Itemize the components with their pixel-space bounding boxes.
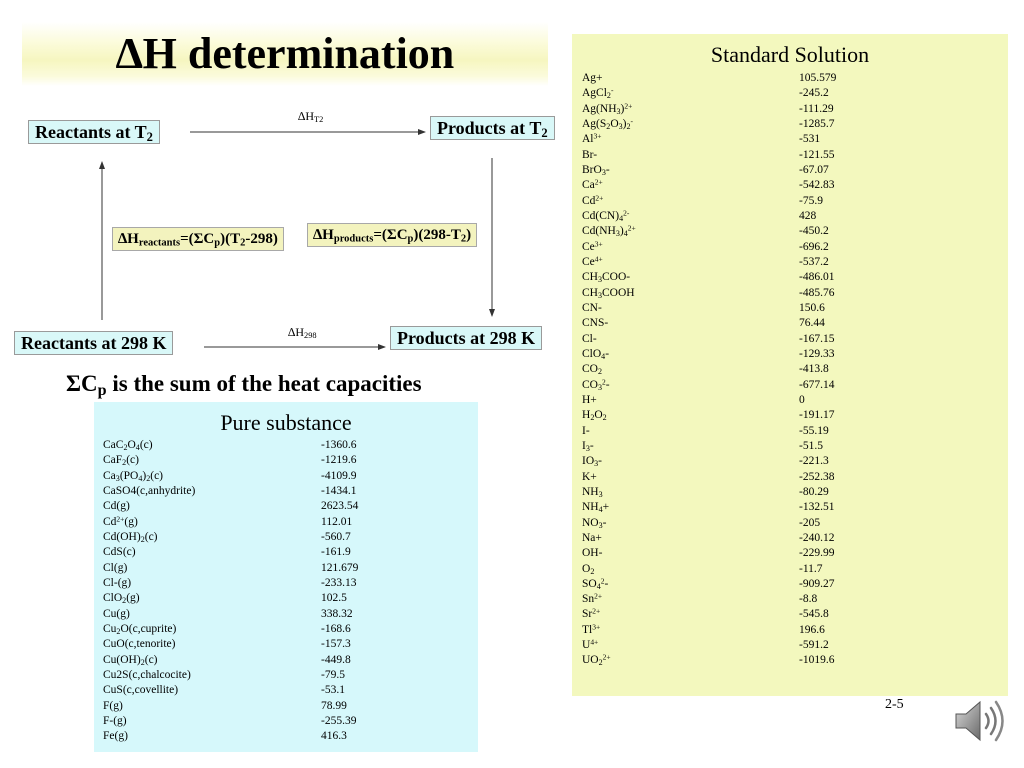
table-row <box>103 469 473 484</box>
substance-name: $I_3-$ <box>582 439 594 453</box>
table-row <box>103 607 473 622</box>
enthalpy-value: -191.17 <box>799 409 835 422</box>
enthalpy-value: 150.6 <box>799 301 825 314</box>
reactants-t2-label: Reactants at T <box>35 122 147 142</box>
table-row <box>582 623 1002 638</box>
enthalpy-value: -80.29 <box>799 485 829 498</box>
enthalpy-value: 78.99 <box>321 699 347 712</box>
table-row <box>582 577 1002 592</box>
pure-substance-panel <box>94 402 478 752</box>
table-row <box>103 545 473 560</box>
substance-name: CNS- <box>582 317 609 330</box>
substance-name: CuO(c,tenorite) <box>103 638 176 651</box>
substance-name: Cu(g) <box>103 607 130 620</box>
enthalpy-value: -129.33 <box>799 347 835 360</box>
substance-name: $CH_3COOH$ <box>582 286 635 300</box>
enthalpy-value: -537.2 <box>799 255 829 268</box>
enthalpy-value: -168.6 <box>321 622 351 635</box>
speaker-icon[interactable] <box>952 694 1010 748</box>
pure-substance-table <box>103 438 473 745</box>
dh-298-label: $\Delta H_{298}$ <box>288 325 317 341</box>
substance-name: CaF$_2$(c) <box>103 454 139 468</box>
enthalpy-value: -111.29 <box>799 102 834 115</box>
substance-name: $Cd^{2+}(g)$ <box>103 514 138 528</box>
substance-name: $Tl^{3+}$ <box>582 622 601 636</box>
products-t2-label: Products at T <box>437 118 542 138</box>
table-row <box>582 531 1002 546</box>
substance-name: $Cu(OH)_2(c)$ <box>103 653 158 667</box>
enthalpy-value: 2623.54 <box>321 500 359 513</box>
table-row <box>582 424 1002 439</box>
enthalpy-value: -1285.7 <box>799 117 835 130</box>
table-row <box>582 592 1002 607</box>
table-row <box>103 653 473 668</box>
substance-name: Cl(g) <box>103 561 128 574</box>
substance-name: $CO_2$ <box>582 363 603 377</box>
substance-name: $Ca^{2+}$ <box>582 177 603 192</box>
table-row <box>582 301 1002 316</box>
table-row <box>582 485 1002 500</box>
table-row <box>582 378 1002 393</box>
table-row <box>582 500 1002 515</box>
enthalpy-value: 121.679 <box>321 561 359 574</box>
substance-name: ClO$_2$(g) <box>103 592 140 606</box>
substance-name: BrO$_3$- <box>582 163 610 177</box>
substance-name: $Ag(NH_3)^{2+}$ <box>582 101 633 116</box>
enthalpy-value: -221.3 <box>799 455 829 468</box>
enthalpy-value: -11.7 <box>799 562 823 575</box>
enthalpy-value: -167.15 <box>799 332 835 345</box>
dh-products-formula: $\Delta H_{products}=(\Sigma C_p)(298-T_2)$ <box>307 223 477 247</box>
substance-name: $Sr^{2+}$ <box>582 607 601 621</box>
enthalpy-value: -909.27 <box>799 577 835 590</box>
substance-name: $U^{4+}$ <box>582 637 599 652</box>
enthalpy-value: -413.8 <box>799 363 829 376</box>
enthalpy-value: -560.7 <box>321 530 351 543</box>
table-row <box>103 515 473 530</box>
table-row <box>582 102 1002 117</box>
substance-name: $Sn^{2+}$ <box>582 591 603 606</box>
substance-name: Cu2S(c,chalcocite) <box>103 668 191 681</box>
substance-name: CN- <box>582 301 602 314</box>
table-row <box>582 255 1002 270</box>
substance-name: $O_2$ <box>582 562 595 576</box>
enthalpy-value: -8.8 <box>799 593 818 606</box>
table-row <box>582 148 1002 163</box>
reactants-t2-box <box>28 120 160 144</box>
substance-name: Fe(g) <box>103 730 128 743</box>
substance-name: $Al^{3+}$ <box>582 131 602 146</box>
substance-name: F(g) <box>103 699 123 712</box>
dh-reactants-formula: $\Delta H_{reactants}=(\Sigma C_p)(T_2-298)$ <box>112 227 284 251</box>
substance-name: Cd(g) <box>103 500 130 513</box>
enthalpy-value: -545.8 <box>799 608 829 621</box>
substance-name: $Ag(S_2O_3)_2^-$ <box>582 116 634 131</box>
heat-capacity-note: $\Sigma C_p$ is the sum of the heat capacities <box>66 371 422 400</box>
enthalpy-value: 416.3 <box>321 730 347 743</box>
table-row <box>582 454 1002 469</box>
table-row <box>582 270 1002 285</box>
table-row <box>582 516 1002 531</box>
substance-name: $Cd^{2+}$ <box>582 193 604 207</box>
table-row <box>582 316 1002 331</box>
table-row <box>582 71 1002 86</box>
reactants-t2-subscript: 2 <box>146 130 153 145</box>
table-row <box>582 439 1002 454</box>
enthalpy-value: -157.3 <box>321 638 351 651</box>
enthalpy-value: 112.01 <box>321 515 353 528</box>
enthalpy-value: 338.32 <box>321 607 353 620</box>
table-row <box>582 562 1002 577</box>
substance-name: OH- <box>582 547 603 560</box>
pure-substance-title: Pure substance <box>220 410 352 435</box>
enthalpy-value: -121.55 <box>799 148 835 161</box>
enthalpy-value: -542.83 <box>799 179 835 192</box>
enthalpy-value: -450.2 <box>799 225 829 238</box>
substance-name: Cl- <box>582 332 597 345</box>
table-row <box>582 332 1002 347</box>
substance-name: $Cd(CN)_4^{2-}$ <box>582 208 630 223</box>
enthalpy-value: 428 <box>799 209 817 222</box>
table-row <box>582 393 1002 408</box>
products-298-label: Products at 298 K <box>397 328 536 348</box>
table-row <box>103 453 473 468</box>
enthalpy-value: -486.01 <box>799 271 835 284</box>
enthalpy-value: -449.8 <box>321 653 351 666</box>
table-row <box>582 163 1002 178</box>
slide-title: ∆H determination <box>115 29 455 78</box>
table-row <box>103 576 473 591</box>
table-row <box>103 637 473 652</box>
substance-name: $SO_4^2-$ <box>582 576 609 591</box>
table-row <box>103 438 473 453</box>
table-row <box>103 699 473 714</box>
substance-name: $NO_3-$ <box>582 516 607 530</box>
enthalpy-value: -51.5 <box>799 439 823 452</box>
enthalpy-value: -677.14 <box>799 378 835 391</box>
enthalpy-value: -4109.9 <box>321 469 357 482</box>
substance-name: $CH_3COO-$ <box>582 271 631 285</box>
table-row <box>103 714 473 729</box>
table-row <box>582 653 1002 668</box>
page-number: 2-5 <box>885 697 904 712</box>
substance-name: $NH_3$ <box>582 485 603 499</box>
enthalpy-value: -531 <box>799 133 821 146</box>
products-t2-box <box>430 116 555 140</box>
enthalpy-value: -1019.6 <box>799 654 835 667</box>
reactants-298-box <box>14 331 173 355</box>
substance-name: $Ce^{3+}$ <box>582 239 603 253</box>
enthalpy-value: -67.07 <box>799 163 829 176</box>
substance-name: Na+ <box>582 531 602 544</box>
table-row <box>582 240 1002 255</box>
substance-name: CuS(c,covellite) <box>103 684 179 697</box>
substance-name: $Cd(OH)_2(c)$ <box>103 530 158 544</box>
enthalpy-value: -132.51 <box>799 501 835 514</box>
substance-name: $NH_4+$ <box>582 501 610 515</box>
table-row <box>582 286 1002 301</box>
table-row <box>582 546 1002 561</box>
substance-name: $CO_3^2-$ <box>582 377 610 392</box>
substance-name: F-(g) <box>103 714 127 727</box>
enthalpy-value: -591.2 <box>799 639 829 652</box>
enthalpy-value: 196.6 <box>799 623 825 636</box>
standard-solution-panel <box>572 34 1008 696</box>
table-row <box>582 117 1002 132</box>
enthalpy-value: -240.12 <box>799 531 835 544</box>
enthalpy-value: 105.579 <box>799 72 837 84</box>
enthalpy-value: -233.13 <box>321 576 357 589</box>
enthalpy-value: 0 <box>799 393 805 406</box>
substance-name: $Ce^{4+}$ <box>582 254 603 268</box>
substance-name: $CaC_2O_4(c)$ <box>103 439 153 452</box>
enthalpy-value: -53.1 <box>321 684 345 697</box>
table-row <box>582 194 1002 209</box>
substance-name: $Cu_2O(c,cuprite)$ <box>103 622 177 636</box>
enthalpy-value: -55.19 <box>799 424 829 437</box>
substance-name: CdS(c) <box>103 546 136 559</box>
table-row <box>103 591 473 606</box>
enthalpy-value: -75.9 <box>799 194 823 207</box>
enthalpy-value: -161.9 <box>321 546 351 559</box>
table-row <box>103 530 473 545</box>
table-row <box>103 729 473 744</box>
enthalpy-value: -485.76 <box>799 286 835 299</box>
table-row <box>582 607 1002 622</box>
table-row <box>582 86 1002 101</box>
enthalpy-value: -1360.6 <box>321 439 357 451</box>
enthalpy-value: -245.2 <box>799 87 829 100</box>
enthalpy-value: -696.2 <box>799 240 829 253</box>
table-row <box>582 638 1002 653</box>
substance-name: $H_2O_2$ <box>582 409 607 423</box>
enthalpy-value: -1219.6 <box>321 454 357 467</box>
products-298-box <box>390 326 542 350</box>
standard-solution-title: Standard Solution <box>710 42 870 67</box>
table-row <box>582 132 1002 147</box>
substance-name: K+ <box>582 470 597 483</box>
table-row <box>103 561 473 576</box>
reactants-298-label: Reactants at 298 K <box>21 333 167 353</box>
table-row <box>582 178 1002 193</box>
substance-name: Ag+ <box>582 72 603 84</box>
table-row <box>582 362 1002 377</box>
table-row <box>582 209 1002 224</box>
substance-name: AgCl$_2$- <box>582 85 614 101</box>
enthalpy-value: -205 <box>799 516 821 529</box>
enthalpy-value: 76.44 <box>799 317 825 330</box>
substance-name: ClO$_4$- <box>582 347 610 361</box>
substance-name: CaSO4(c,anhydrite) <box>103 484 196 497</box>
products-t2-subscript: 2 <box>541 126 548 141</box>
table-row <box>103 683 473 698</box>
dh-t2-label: $\Delta H_{T2}$ <box>298 109 324 125</box>
enthalpy-value: -229.99 <box>799 547 835 560</box>
table-row <box>103 622 473 637</box>
table-row <box>582 347 1002 362</box>
table-row <box>582 470 1002 485</box>
table-row <box>103 668 473 683</box>
standard-solution-table <box>582 71 1002 669</box>
substance-name: Cl-(g) <box>103 576 132 589</box>
substance-name: $Ca_3(PO_4)_2(c)$ <box>103 469 164 483</box>
enthalpy-value: -1434.1 <box>321 484 357 497</box>
table-row <box>582 224 1002 239</box>
substance-name: $UO_2^{2+}$ <box>582 653 611 668</box>
enthalpy-value: -252.38 <box>799 470 835 483</box>
substance-name: $IO_3-$ <box>582 455 603 469</box>
substance-name: I- <box>582 424 590 437</box>
table-row <box>103 499 473 514</box>
enthalpy-value: -79.5 <box>321 668 345 681</box>
substance-name: Br- <box>582 148 598 161</box>
enthalpy-value: -255.39 <box>321 714 357 727</box>
table-row <box>582 408 1002 423</box>
substance-name: H+ <box>582 393 597 406</box>
table-row <box>103 484 473 499</box>
substance-name: $Cd(NH_3)_4^{2+}$ <box>582 223 636 239</box>
enthalpy-value: 102.5 <box>321 592 347 605</box>
